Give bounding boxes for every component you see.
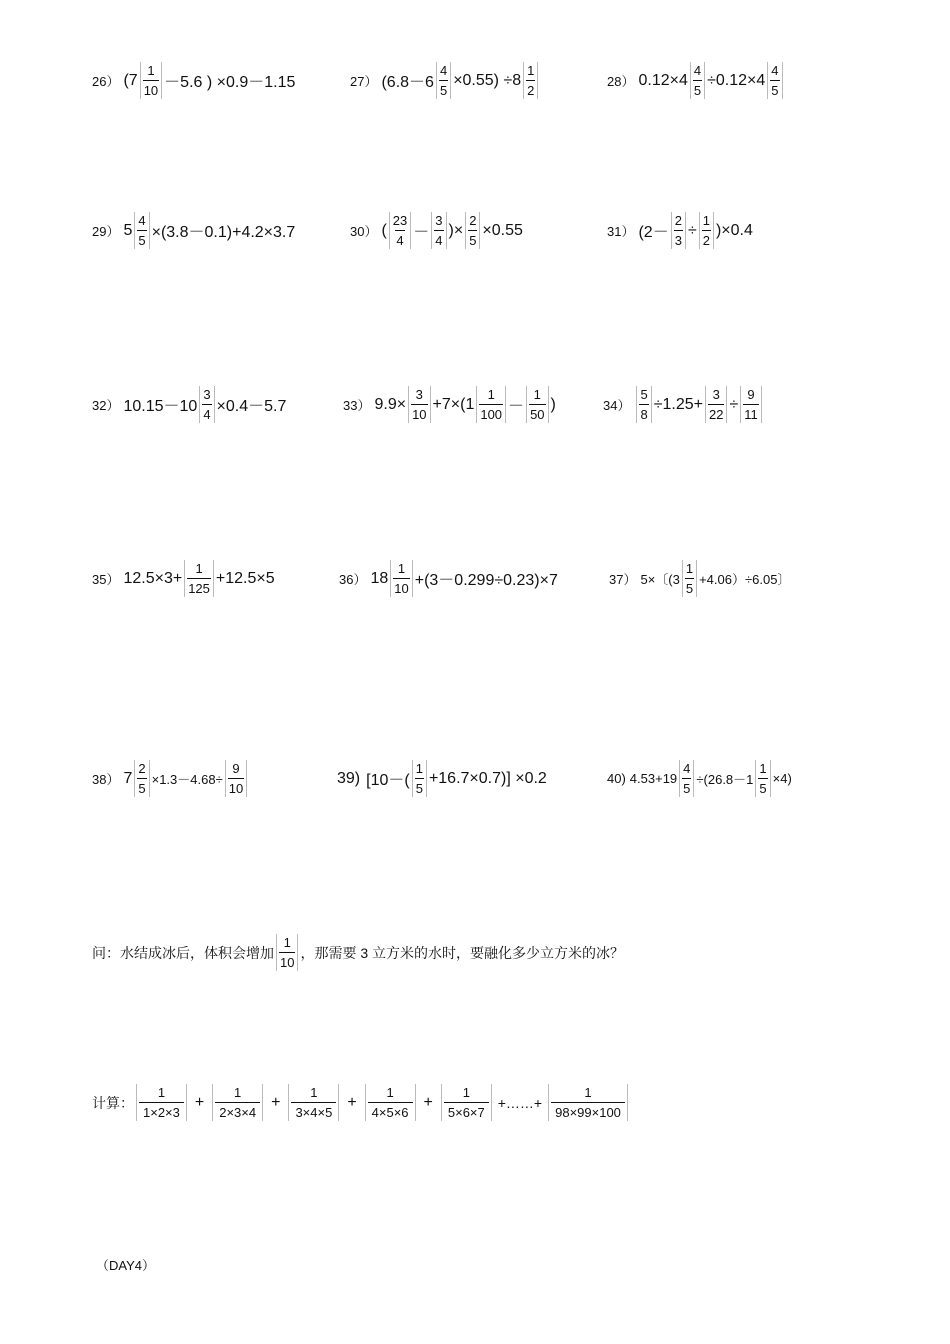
series-term-5 <box>441 1084 492 1121</box>
problem-number: 37） <box>609 572 637 587</box>
numerator: 1 <box>533 387 541 402</box>
expr-part: ×1.3－4.68÷ <box>151 772 223 787</box>
fraction <box>389 212 411 249</box>
fraction <box>476 386 506 423</box>
fraction <box>755 760 770 797</box>
denominator: 1×2×3 <box>139 1102 184 1121</box>
problem-30 <box>350 212 523 249</box>
expr-part: ÷1.25+ <box>653 395 703 413</box>
problem-31 <box>607 212 753 249</box>
problem-number: 35） <box>92 572 120 587</box>
denominator: 5 <box>439 80 448 99</box>
problem-32 <box>92 386 286 423</box>
numerator: 23 <box>392 213 408 228</box>
series-calculation <box>92 1084 630 1121</box>
problem-28 <box>607 62 785 99</box>
fraction <box>523 62 538 99</box>
problem-26 <box>92 62 295 99</box>
series-term-4 <box>365 1084 416 1121</box>
fraction <box>276 934 298 971</box>
denominator: 4 <box>395 230 404 249</box>
numerator: 1 <box>195 561 203 576</box>
expr-part: －5.6 ) ×0.9－1.15 <box>164 74 296 91</box>
denominator: 5 <box>770 80 779 99</box>
numerator: 2 <box>138 761 146 776</box>
denominator: 8 <box>639 404 648 423</box>
denominator: 5 <box>682 778 691 797</box>
expr-part: (2－ <box>638 224 669 241</box>
expr-part: (6.8－6 <box>381 74 434 91</box>
problem-number: 30） <box>350 224 378 239</box>
numerator: 4 <box>693 63 702 78</box>
denominator: 100 <box>479 404 503 423</box>
denominator: 125 <box>187 578 211 597</box>
plus-sign: + <box>194 1093 205 1111</box>
expr-part: 9.9× <box>374 395 407 413</box>
expr-part: ( <box>381 221 387 239</box>
numerator: 1 <box>310 1085 318 1100</box>
fraction <box>740 386 762 423</box>
expr-part: +(3－0.299÷0.23)×7 <box>414 572 558 589</box>
fraction <box>431 212 446 249</box>
problem-number: 40) <box>607 771 626 786</box>
expr-part: ×(3.8－0.1)+4.2×3.7 <box>151 224 296 241</box>
fraction <box>408 386 430 423</box>
expr-part: +4.06）÷6.05〕 <box>699 572 791 587</box>
numerator: 2 <box>674 213 682 228</box>
fraction <box>134 212 149 249</box>
fraction <box>465 212 480 249</box>
word-problem <box>92 934 624 971</box>
fraction <box>705 386 727 423</box>
denominator: 10 <box>143 80 159 99</box>
plus-sign: + <box>271 1093 281 1111</box>
numerator: 2 <box>469 213 477 228</box>
numerator: 1 <box>283 935 291 950</box>
expr-part: ÷ <box>729 395 739 413</box>
fraction <box>140 62 162 99</box>
numerator: 1 <box>527 63 535 78</box>
denominator: 5 <box>415 778 424 797</box>
denominator: 3×4×5 <box>291 1102 336 1121</box>
fraction <box>690 62 705 99</box>
numerator: 1 <box>386 1085 394 1100</box>
problem-36 <box>339 560 558 597</box>
fraction <box>184 560 214 597</box>
expr-part: ) <box>550 395 556 413</box>
numerator: 9 <box>232 761 240 776</box>
fraction <box>682 560 697 597</box>
expr-part: ×0.4－5.7 <box>216 398 287 415</box>
problem-29 <box>92 212 295 249</box>
problem-27 <box>350 62 540 99</box>
problem-number: 29） <box>92 224 120 239</box>
denominator: 4 <box>202 404 211 423</box>
problem-38 <box>92 760 249 797</box>
fraction <box>699 212 714 249</box>
numerator: 5 <box>640 387 648 402</box>
problem-number: 31） <box>607 224 635 239</box>
numerator: 1 <box>157 1085 166 1100</box>
numerator: 1 <box>584 1085 592 1100</box>
fraction <box>134 760 149 797</box>
denominator: 2 <box>702 230 711 249</box>
expr-part: ×0.55) ÷8 <box>453 71 522 89</box>
problem-number: 32） <box>92 398 120 413</box>
expr-part: 4.53+19 <box>629 771 678 786</box>
expr-part: +7×(1 <box>432 395 475 413</box>
numerator: 4 <box>138 213 146 228</box>
denominator: 10 <box>279 952 295 971</box>
problem-33 <box>343 386 556 423</box>
series-term-2 <box>212 1084 263 1121</box>
numerator: 3 <box>435 213 443 228</box>
expr-part: 10.15－10 <box>123 398 198 415</box>
fraction <box>412 760 427 797</box>
problem-number: 39) <box>337 769 361 787</box>
expr-part: ×0.55 <box>482 221 523 239</box>
numerator: 1 <box>234 1085 242 1100</box>
expr-part: 5 <box>123 221 133 239</box>
denominator: 5 <box>137 230 146 249</box>
expr-part: ÷(26.8－1 <box>696 772 754 787</box>
question-text: 问：水结成冰后，体积会增加 <box>92 944 274 961</box>
expr-part: ÷ <box>687 221 697 239</box>
problem-35 <box>92 560 275 597</box>
numerator: 1 <box>462 1085 470 1100</box>
expr-part: (7 <box>123 71 138 89</box>
fraction <box>679 760 694 797</box>
fraction <box>526 386 548 423</box>
problem-number: 26） <box>92 74 120 89</box>
denominator: 5 <box>685 578 694 597</box>
expr-part: +12.5×5 <box>215 569 275 587</box>
expr-part: ×4) <box>772 771 792 786</box>
fraction <box>636 386 651 423</box>
denominator: 5 <box>693 80 702 99</box>
expr-part: +16.7×0.7)] ×0.2 <box>428 769 547 787</box>
problem-number: 38） <box>92 772 120 787</box>
numerator: 1 <box>415 761 423 776</box>
fraction <box>671 212 686 249</box>
numerator: 4 <box>771 63 779 78</box>
problem-34 <box>603 386 764 423</box>
expr-part: 7 <box>123 769 133 787</box>
denominator: 2 <box>526 80 535 99</box>
denominator: 5 <box>137 778 146 797</box>
fraction <box>436 62 451 99</box>
plus-sign: + <box>347 1093 357 1111</box>
ellipsis: +……+ <box>497 1094 543 1111</box>
problem-number: 27） <box>350 74 378 89</box>
numerator: 4 <box>683 761 691 776</box>
expr-part: 0.12×4 <box>638 71 688 89</box>
numerator: 1 <box>397 561 406 576</box>
denominator: 4×5×6 <box>368 1102 413 1121</box>
denominator: 5 <box>468 230 477 249</box>
expr-part: )×0.4 <box>715 221 753 239</box>
calc-label: 计算： <box>92 1094 134 1111</box>
numerator: 1 <box>759 761 767 776</box>
plus-sign: + <box>423 1093 433 1111</box>
numerator: 3 <box>415 387 423 402</box>
problem-number: 33） <box>343 398 371 413</box>
expr-part: 18 <box>370 569 389 587</box>
denominator: 4 <box>434 230 443 249</box>
denominator: 50 <box>529 404 545 423</box>
expr-part: － <box>508 398 525 415</box>
denominator: 98×99×100 <box>551 1102 625 1121</box>
series-term-last <box>548 1084 628 1121</box>
problem-number: 28） <box>607 74 635 89</box>
numerator: 9 <box>747 387 755 402</box>
problem-number: 36） <box>339 572 367 587</box>
numerator: 3 <box>712 387 720 402</box>
denominator: 3 <box>674 230 683 249</box>
denominator: 11 <box>743 404 759 423</box>
expr-part: － <box>413 224 430 241</box>
expr-part: 5×〔(3 <box>640 572 680 587</box>
problem-39 <box>337 760 547 797</box>
fraction <box>199 386 214 423</box>
expr-part: ÷0.12×4 <box>707 71 766 89</box>
denominator: 10 <box>228 778 244 797</box>
numerator: 3 <box>203 387 211 402</box>
numerator: 4 <box>439 63 448 78</box>
day-label: （DAY4） <box>96 1258 155 1273</box>
series-term-1 <box>136 1084 187 1121</box>
problem-37 <box>609 560 790 597</box>
numerator: 1 <box>702 213 710 228</box>
denominator: 22 <box>708 404 724 423</box>
expr-part: 12.5×3+ <box>123 569 183 587</box>
problem-number: 34） <box>603 398 631 413</box>
numerator: 1 <box>487 387 495 402</box>
series-term-3 <box>288 1084 339 1121</box>
numerator: 1 <box>685 561 694 576</box>
fraction <box>390 560 412 597</box>
denominator: 10 <box>411 404 427 423</box>
denominator: 5 <box>758 778 767 797</box>
question-text: ，那需要 3 立方米的水时，要融化多少立方米的冰？ <box>300 944 625 961</box>
denominator: 5×6×7 <box>444 1102 489 1121</box>
problem-40 <box>607 760 792 797</box>
fraction <box>767 62 782 99</box>
denominator: 10 <box>393 578 409 597</box>
fraction <box>225 760 247 797</box>
numerator: 1 <box>147 63 155 78</box>
denominator: 2×3×4 <box>215 1102 260 1121</box>
expr-part: [10－( <box>366 772 410 789</box>
expr-part: )× <box>448 221 464 239</box>
